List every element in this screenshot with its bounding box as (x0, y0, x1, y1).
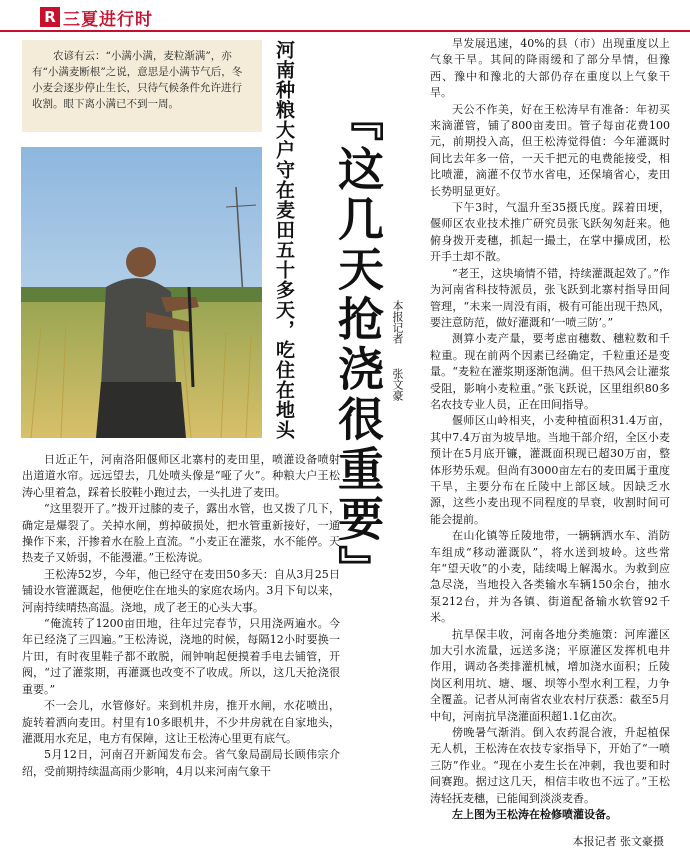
paragraph: 抗旱保丰收，河南各地分类施策：河库灌区加大引水流量，远送多浇；平原灌区发挥机电井作用，调动各类排灌机械，增加浇水面积；丘陵岗区利用坑、塘、堰、坝等小型水利工程，力争全覆盖。记者从河南省农业农村厅获悉：截至5月中旬，河南抗旱浇灌面积超1.1亿亩次。 (430, 627, 670, 723)
paragraph: 测算小麦产量，要考虑亩穗数、穗粒数和千粒重。现在前两个因素已经确定，千粒重还是变量。“麦粒在灌浆期逐渐饱满。但干热风会让灌浆受阻，影响小麦粒重。”张飞跃说，区里组织80多名农技专业人员，正在田间指导。 (430, 332, 670, 411)
header-rule (0, 30, 690, 32)
section-title: 三夏进行时 (63, 9, 153, 30)
paragraph: 不一会儿，水管修好。来到机井房，推开水闸，水花喷出，旋转着洒向麦田。村里有10多眼机井，不少井房就在自家地头，灌溉用水充足，电方有保障，这让王松涛心里更有底气。 (22, 699, 340, 745)
byline (390, 300, 404, 460)
intro-quote-box: 农谚有云：“小满小满，麦粒渐满”，亦有“小满麦断根”之说，意思是小满节气后，冬小麦会逐步停止生长，只待气候条件允许进行收割。眼下离小满已不到一周。 (22, 40, 262, 132)
photo-credit: 本报记者 张文豪摄 (572, 835, 664, 848)
paragraph: 天公不作美，好在王松涛早有准备：年初买来滴灌管，铺了800亩麦田。管子每亩花费100元，前期投入高，但王松涛觉得值：今年灌溉时间比去年多一倍，一天千把元的电费能接受，相比喷灌，滴灌不仅节水省电，还保墒省心，麦田长势明显更好。 (430, 102, 670, 198)
paragraph: 傍晚暑气渐消。倒入农药混合液，升起植保无人机，王松涛在农技专家指导下，开始了“一喷三防”作业。“现在小麦生长在冲刺，我也要和时间赛跑。据过这几天，相信丰收也不远了。”王松涛轻抚麦穗，已能闻到淡淡麦香。 (430, 726, 670, 805)
paragraph: 5月12日，河南召开新闻发布会。省气象局副局长顾伟宗介绍，受前期持续温高雨少影响，4月以来河南气象干 (22, 748, 340, 778)
paragraph: “俺流转了1200亩田地，往年过完春节，只用浇两遍水。今年已经浇了三四遍。”王松涛说，浇地的时候，每隔12小时要换一片田，有时夜里鞋子都不敢脱，闹钟响起便摸着手电去铺管，开阀，“过了灌浆期，再灌溉也改变不了收成。所以，这几天抢浇很重要。” (22, 617, 340, 696)
article-photo (21, 147, 262, 438)
body-column-right (430, 36, 670, 824)
byline-label: 本报记者 (391, 300, 404, 344)
paragraph: 旱发展迅速，40%的县（市）出现重度以上气象干旱。其间的降雨缓和了部分旱情，但豫西、豫中和豫北的大部仍存在重度以上气象干旱。 (430, 37, 670, 100)
paragraph: 下午3时，气温升至35摄氏度。踩着田埂，偃师区农业技术推广研究员张飞跃匆匆赶来。他俯身拨开麦穗，抓起一撮土，在掌中攥成团，松开手土却不散。 (430, 201, 670, 264)
body-column-left (22, 452, 340, 780)
paragraph: 日近正午，河南洛阳偃师区北寨村的麦田里，喷灌设备喷射出道道水帘。远远望去，几处喷头像是“哑了火”。种粮大户王松涛心里着急，踩着长胶鞋小跑过去，一头扎进了麦田。 (22, 453, 340, 499)
paragraph: 偃师区山岭相夹，小麦种植面积31.4万亩，其中7.4万亩为坡旱地。当地干部介绍，全区小麦预计在5月底开镰，灌溉面积现已超30万亩，整体形势乐观。但尚有3000亩左右的麦田属于重度干旱，主要分布在丘陵中上部区域。因缺乏水源，这些小麦出现不同程度的旱衰，收割时间可能会提前。 (430, 414, 670, 526)
section-badge: R (40, 7, 60, 27)
paragraph: 王松涛52岁，今年，他已经守在麦田50多天：自从3月25日铺设水管灌溉起，他便吃住在地头的家庭农场内。3月下旬以来，河南持续晴热高温。浇地，成了老王的心头大事。 (22, 567, 340, 614)
paragraph: “这里裂开了。”拨开过膝的麦子，露出水管，也又拨了几下，确定是爆裂了。关掉水闸，剪掉破损处，把水管重新接好，一通操作下来，汗掺着水在脸上直流。“小麦正在灌浆，水不能停。天热麦子又娇弱，不能漫灌。”王松涛说。 (22, 502, 340, 565)
paragraph: “老王，这块墒情不错，持续灌溉起效了。”作为河南省科技特派员，张飞跃到北寨村指导田间管理，“未来一周没有雨，极有可能出现干热风，要注意防范，做好灌溉和‘一喷三防’。” (430, 266, 670, 329)
headline: 『这几天抢浇很重要』 (331, 95, 385, 595)
subheadline: 河南种粮大户守在麦田五十多天，吃住在地头 (273, 40, 295, 440)
byline-name: 张文豪 (391, 367, 404, 401)
section-header (40, 4, 153, 30)
paragraph: 在山化镇等丘陵地带，一辆辆洒水车、消防车组成“移动灌溉队”，将水送到坡岭。这些常年“望天收”的小麦，陆续喝上解渴水。为救到应急尽浇，当地投入各类输水车辆150余台，抽水泵212台，并为各镇、街道配备输水软管92千米。 (430, 529, 670, 625)
photo-caption: 左上图为王松涛在检修喷灌设备。 (452, 808, 617, 822)
farmer-photo-illustration (21, 147, 262, 438)
